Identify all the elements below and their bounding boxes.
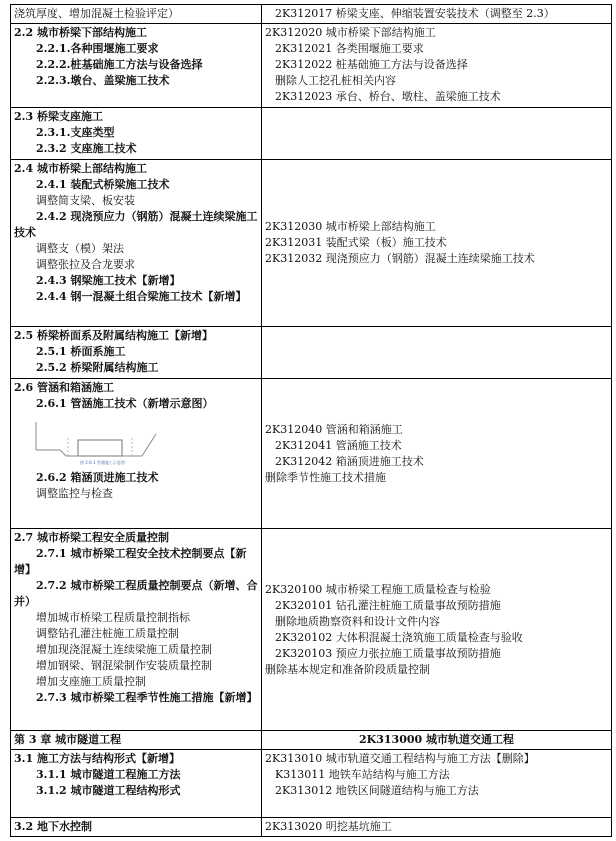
section-heading: 2.7 城市桥梁工程安全质量控制 <box>14 531 169 544</box>
right-cell <box>262 731 612 750</box>
left-cell <box>11 731 262 750</box>
cell-text: 2K313010 城市轨道交通工程结构与施工方法【删除】 <box>265 752 535 765</box>
table-row <box>11 379 612 529</box>
right-cell <box>262 160 612 327</box>
right-cell <box>262 5 612 24</box>
left-cell <box>11 24 262 108</box>
left-cell <box>11 327 262 379</box>
table-row <box>11 24 612 108</box>
figure-caption: 图 2.6-1 管涵施工示意图 <box>80 460 125 465</box>
cell-text: 删除人工挖孔桩相关内容 <box>275 74 396 87</box>
cell-text: 2K312042 箱涵顶进施工技术 <box>275 454 424 468</box>
subsection: 2.3.1.支座类型 <box>36 126 115 139</box>
cell-text: 2K312023 承台、桥台、墩柱、盖梁施工技术 <box>275 90 501 103</box>
subsection: 2.4.2 现浇预应力（钢筋）混凝土连续梁施工技术 <box>14 210 258 239</box>
right-cell <box>262 327 612 379</box>
cell-text: 增加支座施工质量控制 <box>36 675 146 688</box>
right-cell <box>262 379 612 529</box>
right-cell <box>262 750 612 818</box>
subsection: 2.7.1 城市桥梁工程安全技术控制要点【新增】 <box>14 547 247 576</box>
left-cell <box>11 818 262 837</box>
left-cell <box>11 750 262 818</box>
section-heading: 2.5 桥梁桥面系及附属结构施工【新增】 <box>14 329 213 342</box>
table-row <box>11 5 612 24</box>
table-row <box>11 327 612 379</box>
cell-text: 2K313012 地铁区间隧道结构与施工方法 <box>275 784 479 797</box>
cell-text: 2K312022 桩基础施工方法与设备选择 <box>275 58 468 71</box>
cell-text: 2K320103 预应力张拉施工质量事故预防措施 <box>275 646 501 660</box>
cell-text: 增加现浇混凝土连续梁施工质量控制 <box>36 643 212 656</box>
cell-text: 调整简支梁、板安装 <box>36 194 135 207</box>
subsection: 2.6.1 管涵施工技术（新增示意图） <box>36 397 214 410</box>
culvert-diagram-svg <box>32 416 162 466</box>
subsection: 2.2.2.桩基础施工方法与设备选择 <box>36 58 203 71</box>
subsection: 2.4.1 装配式桥梁施工技术 <box>36 178 170 191</box>
cell-text: 2K320100 城市桥梁工程施工质量检查与检验 <box>265 582 491 596</box>
table-row <box>11 108 612 160</box>
section-heading: 3.1 施工方法与结构形式【新增】 <box>14 752 180 765</box>
section-heading: 2.3 桥梁支座施工 <box>14 110 103 123</box>
section-heading: 3.2 地下水控制 <box>14 820 92 833</box>
cell-text: 2K320102 大体积混凝土浇筑施工质量检查与验收 <box>275 630 523 644</box>
cell-text: 调整张拉及合龙要求 <box>36 258 135 271</box>
cell-text: 调整钻孔灌注桩施工质量控制 <box>36 627 179 640</box>
left-cell <box>11 160 262 327</box>
section-heading: 2.6 管涵和箱涵施工 <box>14 381 114 394</box>
cell-text: 2K312021 各类围堰施工要求 <box>275 42 424 55</box>
subsection: 3.1.1 城市隧道工程施工方法 <box>36 768 181 781</box>
left-cell <box>11 529 262 731</box>
section-heading: 2.4 城市桥梁上部结构施工 <box>14 162 147 175</box>
table-row <box>11 818 612 837</box>
right-cell <box>262 24 612 108</box>
subsection: 2.7.3 城市桥梁工程季节性施工措施【新增】 <box>36 691 258 704</box>
cell-text: 2K312017 桥梁支座、伸缩装置安装技术（调整至 2.3） <box>275 7 555 20</box>
section-heading: 2.2 城市桥梁下部结构施工 <box>14 26 147 39</box>
subsection: 2.4.4 钢一混凝土组合梁施工技术【新增】 <box>36 290 247 303</box>
subsection: 2.4.3 钢梁施工技术【新增】 <box>36 274 181 287</box>
right-cell <box>262 818 612 837</box>
table-row <box>11 750 612 818</box>
cell-text: 2K320101 钻孔灌注桩施工质量事故预防措施 <box>275 598 501 612</box>
culvert-diagram <box>32 416 162 466</box>
left-cell <box>11 5 262 24</box>
cell-text: 2K312041 管涵施工技术 <box>275 438 402 452</box>
right-cell <box>262 529 612 731</box>
subsection: 3.1.2 城市隧道工程结构形式 <box>36 784 181 797</box>
subsection: 2.7.2 城市桥梁工程质量控制要点（新增、合并） <box>14 579 258 608</box>
cell-text: 2K312040 管涵和箱涵施工 <box>265 422 403 436</box>
cell-text: 调整支（模）架法 <box>36 242 124 255</box>
chapter-title: 2K313000 城市轨道交通工程 <box>359 733 514 746</box>
table-row <box>11 731 612 750</box>
subsection: 2.6.2 箱涵顶进施工技术 <box>36 471 159 484</box>
cell-text: 2K312031 装配式梁（板）施工技术 <box>265 236 447 249</box>
subsection: 2.5.2 桥梁附属结构施工 <box>36 361 159 374</box>
subsection: 2.2.3.墩台、盖梁施工技术 <box>36 74 170 87</box>
cell-text: 删除地质勘察资料和设计文件内容 <box>275 614 440 628</box>
subsection: 2.3.2 支座施工技术 <box>36 142 137 155</box>
subsection: 2.2.1.各种围堰施工要求 <box>36 42 159 55</box>
cell-text: 删除季节性施工技术措施 <box>265 470 386 484</box>
subsection: 2.5.1 桥面系施工 <box>36 345 126 358</box>
cell-text: 增加钢梁、钢混梁制作安装质量控制 <box>36 659 212 672</box>
cell-text: 删除基本规定和准备阶段质量控制 <box>265 662 430 676</box>
cell-text: 2K312020 城市桥梁下部结构施工 <box>265 26 436 39</box>
comparison-table <box>10 4 612 837</box>
cell-text: 2K312030 城市桥梁上部结构施工 <box>265 220 436 233</box>
right-cell <box>262 108 612 160</box>
left-cell <box>11 379 262 529</box>
cell-text: 2K312032 现浇预应力（钢筋）混凝土连续梁施工技术 <box>265 252 535 265</box>
table-row <box>11 160 612 327</box>
cell-text: 调整监控与检查 <box>36 487 113 500</box>
cell-text: 浇筑厚度、增加混凝土检验评定） <box>14 7 179 20</box>
chapter-title: 第 3 章 城市隧道工程 <box>14 733 122 746</box>
left-cell <box>11 108 262 160</box>
cell-text: K313011 地铁车站结构与施工方法 <box>275 768 450 781</box>
table-row <box>11 529 612 731</box>
cell-text: 增加城市桥梁工程质量控制指标 <box>36 611 190 624</box>
cell-text: 2K313020 明挖基坑施工 <box>265 820 392 833</box>
